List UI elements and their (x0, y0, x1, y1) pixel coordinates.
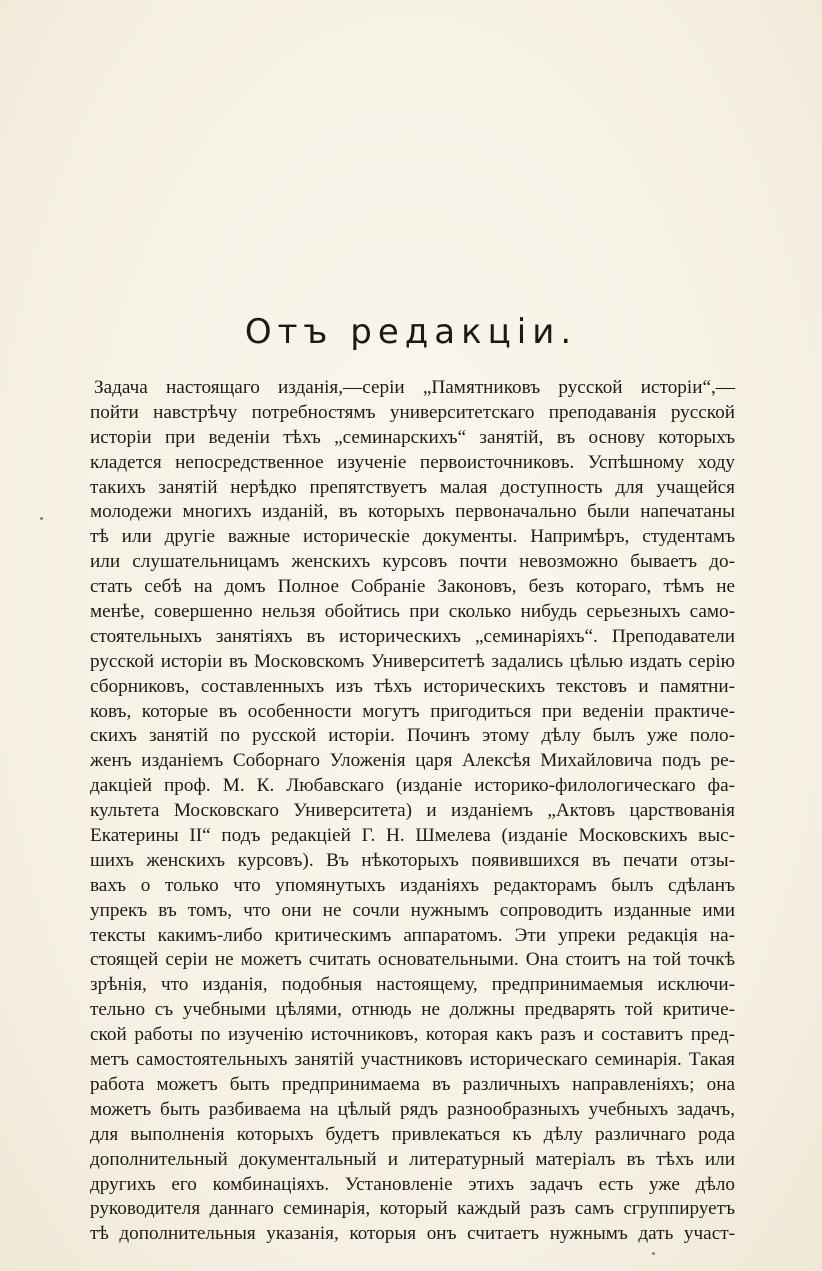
text-line: ковъ, которые въ особенности могутъ пригодиться при веденіи практиче- (90, 700, 735, 722)
text-line: метъ самостоятельныхъ занятій участниковъ историческаго семинарія. Такая (90, 1049, 735, 1071)
text-line: стать себѣ на домъ Полное Собраніе Законовъ, безъ котораго, тѣмъ не (90, 576, 735, 598)
text-line: упрекъ въ томъ, что они не сочли нужнымъ сопроводить изданные ими (90, 899, 735, 921)
text-line: зрѣнія, что изданія, подобныя настоящему, предпринимаемыя исключи- (90, 974, 735, 996)
text-line: Екатерины II“ подъ редакціей Г. Н. Шмелева (изданіе Московскихъ выс- (90, 825, 735, 847)
text-line: для выполненія которыхъ будетъ привлекаться къ дѣлу различнаго рода (90, 1123, 735, 1145)
text-line: пойти навстрѣчу потребностямъ университетскаго преподаванія русской (90, 401, 735, 423)
page-title: Отъ редакціи. (244, 312, 578, 352)
text-line: руководителя даннаго семинарія, который каждый разъ самъ сгруппируетъ (90, 1198, 735, 1220)
text-line: тѣ дополнительныя указанія, которыя онъ считаетъ нужнымъ дать участ- (90, 1223, 735, 1245)
text-line: ской работы по изученію источниковъ, которая какъ разъ и составитъ пред- (90, 1024, 735, 1046)
editorial-paragraph (90, 376, 735, 1247)
text-line: сборниковъ, составленныхъ изъ тѣхъ историческихъ текстовъ и памятни- (90, 675, 735, 697)
text-line: Задача настоящаго изданія,—серіи „Памятниковъ русской исторіи“,— (94, 377, 735, 398)
text-line: культета Московскаго Университета) и изданіемъ „Актовъ царствованія (90, 800, 735, 822)
text-line: стоящей серіи не можетъ считать основательными. Она стоитъ на той точкѣ (90, 949, 735, 971)
text-line: тельно съ учебными цѣлями, отнюдь не должны предварять той критиче- (90, 999, 735, 1021)
paper-speck (40, 517, 43, 520)
text-line: дополнительный документальный и литературный матеріалъ въ тѣхъ или (90, 1148, 735, 1170)
paper-speck (652, 1252, 655, 1255)
text-line: стоятельныхъ занятіяхъ въ историческихъ „семинаріяхъ“. Преподаватели (90, 625, 735, 647)
text-line: русской исторіи въ Московскомъ Университетѣ задались цѣлью издать серію (90, 650, 735, 672)
text-line: кладется непосредственное изученіе первоисточниковъ. Успѣшному ходу (90, 451, 735, 473)
text-line: или слушательницамъ женскихъ курсовъ почти невозможно бываетъ до- (90, 551, 735, 573)
text-line: исторіи при веденіи тѣхъ „семинарскихъ“ занятій, въ основу которыхъ (90, 426, 735, 448)
text-line: такихъ занятій нерѣдко препятствуетъ малая доступность для учащейся (90, 476, 735, 498)
text-line: можетъ быть разбиваема на цѣлый рядъ разнообразныхъ учебныхъ задачъ, (90, 1098, 735, 1120)
text-line: работа можетъ быть предпринимаема въ различныхъ направленіяхъ; она (90, 1073, 735, 1095)
text-line: шихъ женскихъ курсовъ). Въ нѣкоторыхъ появившихся въ печати отзы- (90, 849, 735, 871)
text-line: дакціей проф. М. К. Любавскаго (изданіе историко-филологическаго фа- (90, 775, 735, 797)
text-line: менѣе, совершенно нельзя обойтись при сколько нибудь серьезныхъ само- (90, 601, 735, 623)
text-line: молодежи многихъ изданій, въ которыхъ первоначально были напечатаны (90, 501, 735, 523)
text-line: скихъ занятій по русской исторіи. Починъ этому дѣлу былъ уже поло- (90, 725, 735, 747)
text-line: женъ изданіемъ Соборнаго Уложенія царя Алексѣя Михайловича подъ ре- (90, 750, 735, 772)
text-line: тѣ или другіе важные историческіе документы. Напримѣръ, студентамъ (90, 526, 735, 548)
text-line: вахъ о только что упомянутыхъ изданіяхъ редакторамъ былъ сдѣланъ (90, 874, 735, 896)
text-line: тексты какимъ-либо критическимъ аппаратомъ. Эти упреки редакція на- (90, 924, 735, 946)
text-line: другихъ его комбинаціяхъ. Установленіе этихъ задачъ есть уже дѣло (90, 1173, 735, 1195)
